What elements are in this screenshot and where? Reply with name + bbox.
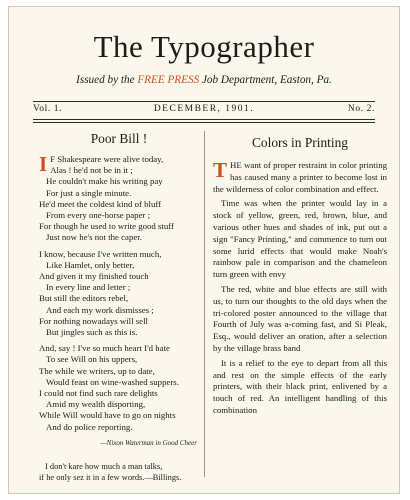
- poem-line: And, say ! I've so much heart I'd hate: [39, 343, 170, 354]
- article-paragraph: The red, white and blue effects are still with us, to turn our thoughts to the old days when the tri-colored poster announced to the village that Fourth of July was a-coming fast, and Si Pleak, Esq., would deliver an oration, after a selection by the village brass band: [213, 283, 387, 353]
- poem-line: But jingles such as this is.: [46, 327, 138, 338]
- poem-line: Would feast on wine-washed suppers.: [46, 376, 179, 387]
- poem-line: For nothing nowadays will sell: [39, 315, 148, 326]
- poem-line: And given it my finished touch: [39, 271, 149, 282]
- poem-line: The while we writers, up to date,: [39, 365, 155, 376]
- poem-line: For just a single minute.: [46, 187, 132, 198]
- poem-line: While Will would have to go on nights: [39, 410, 176, 421]
- volume-label: Vol. 1.: [33, 104, 63, 114]
- issue-date: DECEMBER, 1901.: [153, 104, 255, 114]
- poem-line: Just now he's not the caper.: [46, 232, 142, 243]
- column-divider: [204, 131, 205, 477]
- poem-stanza: [39, 249, 199, 339]
- quote-line: I don't kare how much a man talks,: [45, 462, 163, 472]
- subtitle-pre: Issued by the: [76, 74, 138, 86]
- subtitle-free-press: FREE PRESS: [137, 74, 200, 86]
- poem-line: For though he used to write good stuff: [39, 221, 174, 232]
- issue-number: No. 2.: [347, 104, 375, 114]
- article-paragraph: It is a relief to the eye to depart from all this and rest on the simple effects of the early printers, with their black print, enlivened by a touch of red. An intelligent handling of this combination: [213, 357, 387, 415]
- poem-line: He'd meet the coldest kind of bluff: [39, 198, 162, 209]
- newsletter-title: The Typographer: [93, 29, 315, 64]
- poem-line: Like Hamlet, only better,: [46, 259, 135, 270]
- poem-attribution: —Nixon Waterman in Good Cheer: [100, 438, 197, 447]
- poem-dropcap: I: [39, 152, 48, 176]
- poem-line: Amid my wealth disporting,: [46, 399, 146, 410]
- top-rule: [33, 101, 375, 102]
- newsletter-page: [8, 6, 400, 494]
- poem-line: I could not find such rare delights: [39, 388, 158, 399]
- poem-line: From every one-horse paper ;: [46, 210, 151, 221]
- poem-line: But still the editors rebel,: [39, 293, 129, 304]
- poem-stanza: [39, 343, 199, 433]
- subtitle-post: Job Department, Easton, Pa.: [199, 74, 332, 86]
- poem-line: And do police reporting.: [46, 421, 133, 432]
- article-paragraph: [213, 160, 387, 195]
- masthead: [9, 29, 399, 87]
- quote-line: if he only sez it in a few words.—Billings.: [39, 473, 182, 483]
- poem: [39, 154, 199, 449]
- article-paragraph: Time was when the printer would lay in a stock of yellow, green, red, brown, blue, and various other hues and shades of ink, put out a sign "Fancy Printing," and commence to turn out some lurid effects that would make Noah's rainbow pale in comparison and the chameleon turn green with envy: [213, 198, 387, 280]
- poem-line: In every line and letter ;: [46, 282, 131, 293]
- left-column: [39, 131, 199, 483]
- poem-line: To see Will on his uppers,: [46, 354, 138, 365]
- right-column: [213, 131, 387, 420]
- poem-line: He couldn't make his writing pay: [46, 176, 163, 187]
- newsletter-subtitle: [9, 73, 399, 87]
- dateline-rule-upper: [33, 119, 375, 120]
- poem-line: I know, because I've written much,: [39, 248, 162, 259]
- poem-line: Alas ! he'd not be in it ;: [50, 165, 133, 176]
- billings-quote: [39, 461, 199, 483]
- article-body: [213, 160, 387, 417]
- poem-heading: Poor Bill !: [90, 131, 148, 146]
- dateline-rule-lower: [33, 122, 375, 123]
- article-paragraph-text: HE want of proper restraint in color printing has caused many a printer to become lost in the wilderness of color combination and effect.: [213, 160, 387, 194]
- poem-line: And each my work dismisses ;: [46, 304, 154, 315]
- dateline: [33, 104, 375, 117]
- poem-line: F Shakespeare were alive today,: [50, 154, 164, 164]
- article-dropcap: T: [213, 158, 228, 182]
- article-heading: Colors in Printing: [252, 135, 348, 150]
- poem-stanza: [39, 154, 199, 244]
